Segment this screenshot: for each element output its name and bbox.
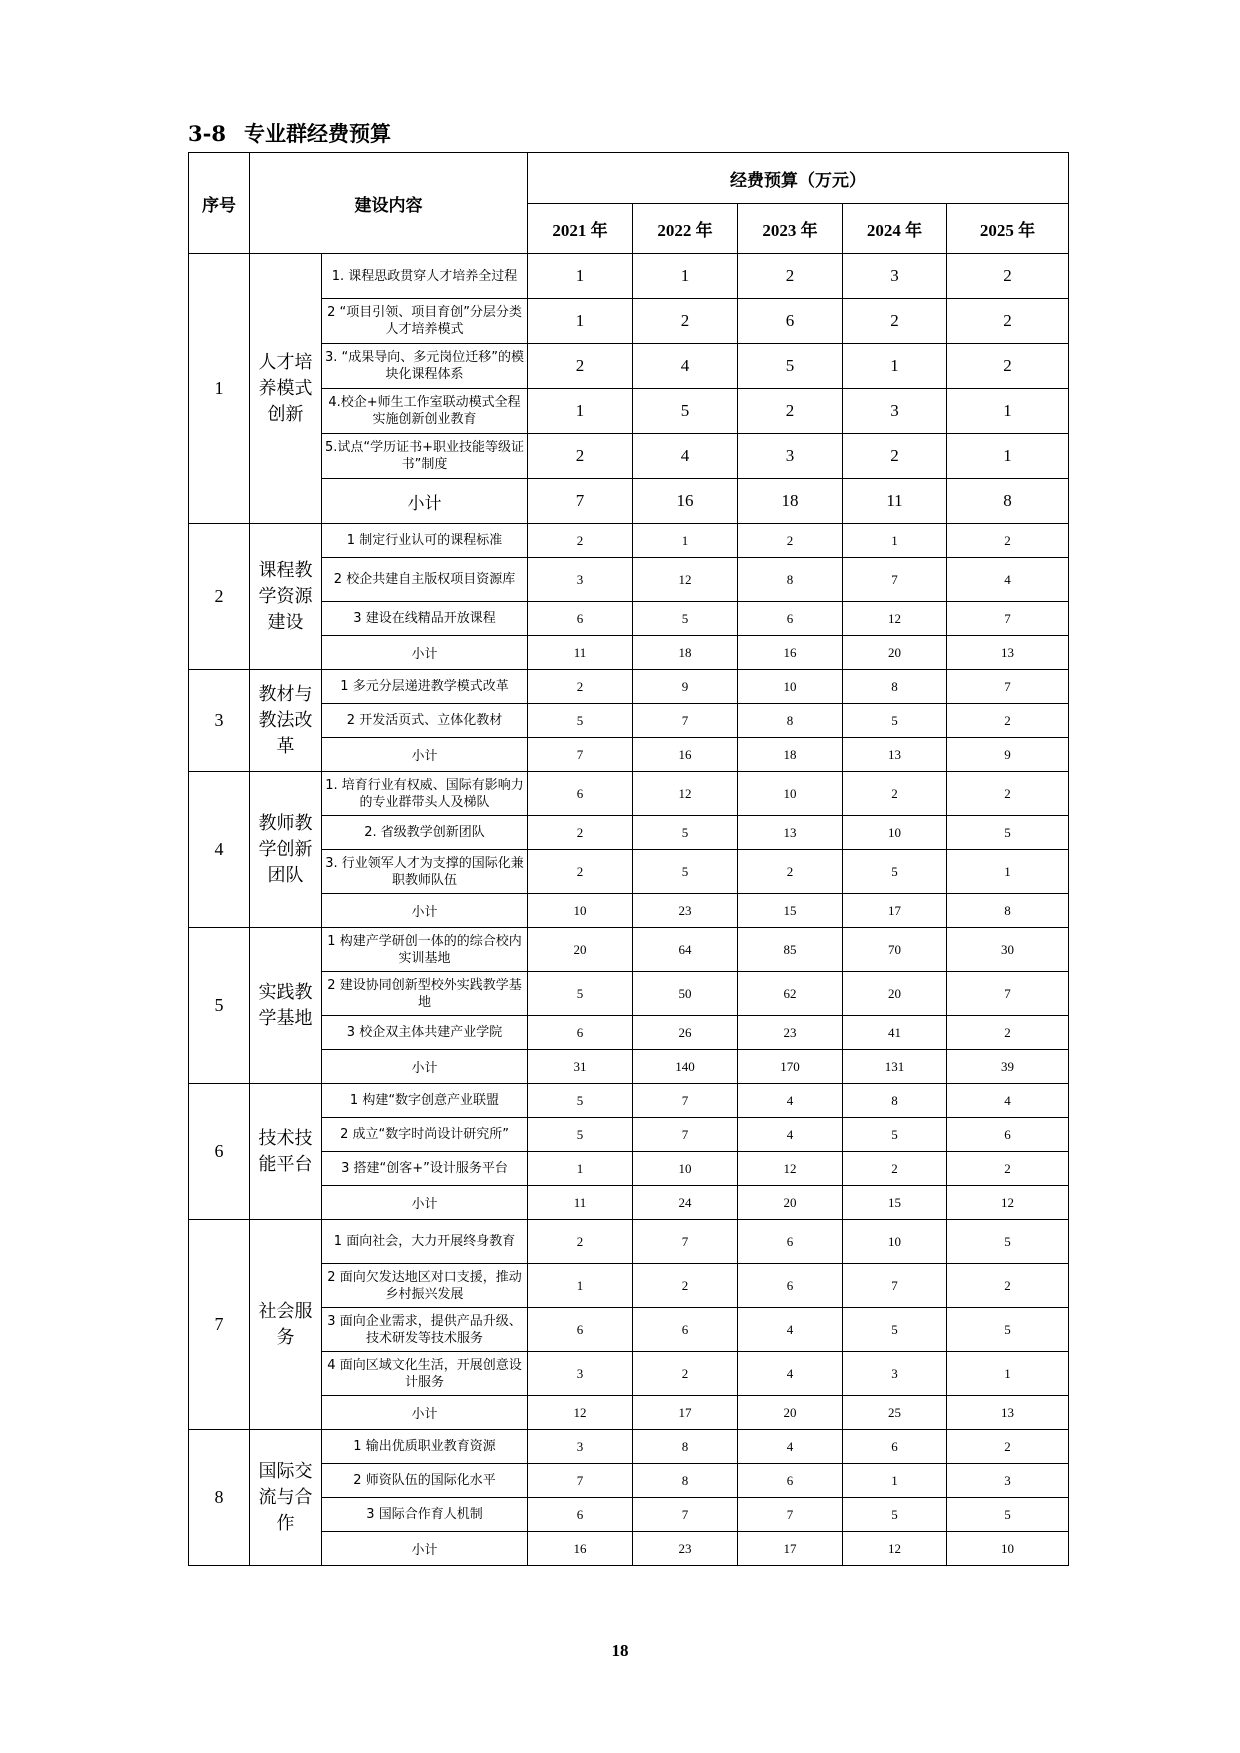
budget-value: 5 <box>633 602 738 636</box>
budget-value: 2 <box>843 772 947 816</box>
header-seq: 序号 <box>189 153 250 254</box>
budget-value: 64 <box>633 928 738 972</box>
item-label: 5.试点“学历证书+职业技能等级证书”制度 <box>322 434 528 479</box>
budget-value: 6 <box>633 1308 738 1352</box>
header-year: 2021 年 <box>528 204 633 254</box>
budget-value: 6 <box>528 1498 633 1532</box>
item-label: 2. 省级教学创新团队 <box>322 816 528 850</box>
subtotal-value: 7 <box>528 738 633 772</box>
budget-value: 3 <box>528 1352 633 1396</box>
group-category: 教材与教法改革 <box>250 670 322 772</box>
budget-value: 6 <box>947 1118 1069 1152</box>
budget-value: 5 <box>947 1308 1069 1352</box>
item-label: 1 制定行业认可的课程标准 <box>322 524 528 558</box>
subtotal-value: 17 <box>633 1396 738 1430</box>
item-label: 2 师资队伍的国际化水平 <box>322 1464 528 1498</box>
item-label: 1. 培育行业有权威、国际有影响力的专业群带头人及梯队 <box>322 772 528 816</box>
header-year: 2023 年 <box>738 204 843 254</box>
subtotal-value: 7 <box>528 479 633 524</box>
budget-value: 10 <box>738 772 843 816</box>
budget-value: 7 <box>843 1264 947 1308</box>
header-content: 建设内容 <box>250 153 528 254</box>
table-row <box>189 1084 1069 1118</box>
subtotal-value: 25 <box>843 1396 947 1430</box>
budget-value: 2 <box>947 344 1069 389</box>
budget-value: 4 <box>947 558 1069 602</box>
budget-value: 2 <box>947 1430 1069 1464</box>
table-row <box>189 928 1069 972</box>
budget-value: 1 <box>528 1264 633 1308</box>
budget-value: 13 <box>738 816 843 850</box>
budget-value: 1 <box>528 389 633 434</box>
budget-value: 5 <box>633 850 738 894</box>
group-seq: 3 <box>189 670 250 772</box>
budget-value: 7 <box>633 704 738 738</box>
budget-value: 23 <box>738 1016 843 1050</box>
budget-value: 1 <box>947 850 1069 894</box>
budget-value: 3 <box>843 1352 947 1396</box>
budget-value: 6 <box>738 602 843 636</box>
budget-value: 2 <box>738 389 843 434</box>
budget-table <box>188 152 1069 1566</box>
subtotal-value: 18 <box>633 636 738 670</box>
subtotal-value: 16 <box>738 636 843 670</box>
group-seq: 2 <box>189 524 250 670</box>
budget-value: 5 <box>843 1118 947 1152</box>
budget-value: 2 <box>843 434 947 479</box>
budget-table-body <box>189 254 1069 1566</box>
budget-value: 3 <box>843 389 947 434</box>
budget-value: 2 <box>528 816 633 850</box>
budget-value: 1 <box>843 524 947 558</box>
budget-value: 20 <box>843 972 947 1016</box>
budget-value: 5 <box>947 1220 1069 1264</box>
budget-value: 1 <box>947 1352 1069 1396</box>
subtotal-value: 16 <box>633 738 738 772</box>
budget-value: 6 <box>843 1430 947 1464</box>
header-year: 2025 年 <box>947 204 1069 254</box>
subtotal-value: 20 <box>738 1186 843 1220</box>
group-seq: 7 <box>189 1220 250 1430</box>
budget-value: 50 <box>633 972 738 1016</box>
budget-value: 2 <box>947 1016 1069 1050</box>
subtotal-value: 13 <box>947 636 1069 670</box>
subtotal-label: 小计 <box>322 636 528 670</box>
subtotal-value: 17 <box>738 1532 843 1566</box>
budget-value: 6 <box>528 1016 633 1050</box>
budget-value: 1 <box>528 254 633 299</box>
subtotal-value: 20 <box>738 1396 843 1430</box>
subtotal-value: 16 <box>633 479 738 524</box>
subtotal-value: 13 <box>843 738 947 772</box>
budget-value: 2 <box>633 1352 738 1396</box>
subtotal-value: 12 <box>947 1186 1069 1220</box>
subtotal-label: 小计 <box>322 1050 528 1084</box>
section-heading <box>188 118 391 148</box>
budget-value: 7 <box>633 1084 738 1118</box>
header-year: 2022 年 <box>633 204 738 254</box>
budget-value: 4 <box>738 1084 843 1118</box>
budget-value: 5 <box>843 850 947 894</box>
budget-value: 3 <box>843 254 947 299</box>
subtotal-value: 8 <box>947 894 1069 928</box>
budget-value: 8 <box>633 1430 738 1464</box>
budget-value: 30 <box>947 928 1069 972</box>
budget-value: 5 <box>528 1084 633 1118</box>
budget-value: 62 <box>738 972 843 1016</box>
subtotal-label: 小计 <box>322 738 528 772</box>
budget-value: 1 <box>528 299 633 344</box>
table-row <box>189 254 1069 299</box>
budget-value: 1 <box>633 524 738 558</box>
item-label: 2 开发活页式、立体化教材 <box>322 704 528 738</box>
budget-value: 7 <box>947 670 1069 704</box>
budget-value: 5 <box>738 344 843 389</box>
header-budget: 经费预算（万元） <box>528 153 1069 204</box>
budget-value: 7 <box>947 972 1069 1016</box>
budget-value: 5 <box>528 972 633 1016</box>
item-label: 1. 课程思政贯穿人才培养全过程 <box>322 254 528 299</box>
header-year: 2024 年 <box>843 204 947 254</box>
group-category: 社会服务 <box>250 1220 322 1430</box>
budget-value: 2 <box>528 850 633 894</box>
subtotal-label: 小计 <box>322 479 528 524</box>
budget-value: 7 <box>528 1464 633 1498</box>
budget-value: 2 <box>528 434 633 479</box>
budget-value: 6 <box>738 1464 843 1498</box>
item-label: 4 面向区域文化生活，开展创意设计服务 <box>322 1352 528 1396</box>
budget-value: 1 <box>843 344 947 389</box>
group-seq: 8 <box>189 1430 250 1566</box>
budget-value: 2 <box>947 524 1069 558</box>
budget-value: 5 <box>633 816 738 850</box>
item-label: 3 搭建“创客+”设计服务平台 <box>322 1152 528 1186</box>
budget-value: 4 <box>738 1352 843 1396</box>
budget-value: 1 <box>843 1464 947 1498</box>
budget-value: 4 <box>947 1084 1069 1118</box>
table-row <box>189 1430 1069 1464</box>
budget-value: 1 <box>947 389 1069 434</box>
item-label: 2 成立“数字时尚设计研究所” <box>322 1118 528 1152</box>
budget-value: 4 <box>738 1118 843 1152</box>
section-title: 专业群经费预算 <box>243 121 391 146</box>
item-label: 2 “项目引领、项目育创”分层分类人才培养模式 <box>322 299 528 344</box>
budget-value: 4 <box>738 1430 843 1464</box>
item-label: 2 面向欠发达地区对口支援，推动乡村振兴发展 <box>322 1264 528 1308</box>
budget-value: 6 <box>738 299 843 344</box>
budget-value: 1 <box>633 254 738 299</box>
subtotal-value: 23 <box>633 1532 738 1566</box>
budget-value: 2 <box>947 704 1069 738</box>
budget-value: 20 <box>528 928 633 972</box>
subtotal-value: 23 <box>633 894 738 928</box>
budget-value: 5 <box>947 816 1069 850</box>
group-seq: 1 <box>189 254 250 524</box>
subtotal-value: 18 <box>738 738 843 772</box>
budget-value: 12 <box>738 1152 843 1186</box>
budget-value: 10 <box>633 1152 738 1186</box>
table-row <box>189 772 1069 816</box>
subtotal-value: 18 <box>738 479 843 524</box>
budget-value: 2 <box>528 524 633 558</box>
budget-value: 2 <box>947 1152 1069 1186</box>
budget-value: 2 <box>947 254 1069 299</box>
budget-value: 2 <box>528 670 633 704</box>
budget-value: 10 <box>738 670 843 704</box>
budget-value: 6 <box>738 1264 843 1308</box>
subtotal-value: 11 <box>528 636 633 670</box>
subtotal-value: 24 <box>633 1186 738 1220</box>
group-seq: 6 <box>189 1084 250 1220</box>
budget-value: 2 <box>843 299 947 344</box>
subtotal-value: 131 <box>843 1050 947 1084</box>
subtotal-value: 140 <box>633 1050 738 1084</box>
group-category: 技术技能平台 <box>250 1084 322 1220</box>
budget-value: 4 <box>633 434 738 479</box>
subtotal-value: 11 <box>528 1186 633 1220</box>
item-label: 2 建设协同创新型校外实践教学基地 <box>322 972 528 1016</box>
budget-value: 12 <box>843 602 947 636</box>
budget-value: 2 <box>843 1152 947 1186</box>
budget-value: 1 <box>947 434 1069 479</box>
item-label: 3. “成果导向、多元岗位迁移”的模块化课程体系 <box>322 344 528 389</box>
budget-value: 2 <box>528 344 633 389</box>
subtotal-label: 小计 <box>322 894 528 928</box>
subtotal-value: 170 <box>738 1050 843 1084</box>
item-label: 4.校企+师生工作室联动模式全程实施创新创业教育 <box>322 389 528 434</box>
budget-value: 85 <box>738 928 843 972</box>
group-category: 课程教学资源建设 <box>250 524 322 670</box>
budget-value: 2 <box>947 299 1069 344</box>
budget-value: 70 <box>843 928 947 972</box>
item-label: 3 国际合作育人机制 <box>322 1498 528 1532</box>
budget-value: 2 <box>633 299 738 344</box>
subtotal-value: 16 <box>528 1532 633 1566</box>
budget-value: 8 <box>738 558 843 602</box>
section-number: 3-8 <box>188 121 226 146</box>
budget-value: 2 <box>947 1264 1069 1308</box>
budget-value: 6 <box>528 1308 633 1352</box>
budget-value: 5 <box>528 704 633 738</box>
subtotal-value: 20 <box>843 636 947 670</box>
subtotal-value: 15 <box>738 894 843 928</box>
budget-value: 8 <box>738 704 843 738</box>
subtotal-value: 10 <box>528 894 633 928</box>
budget-value: 4 <box>633 344 738 389</box>
budget-value: 3 <box>528 1430 633 1464</box>
subtotal-value: 8 <box>947 479 1069 524</box>
budget-value: 7 <box>633 1220 738 1264</box>
group-category: 人才培养模式创新 <box>250 254 322 524</box>
group-seq: 4 <box>189 772 250 928</box>
budget-value: 8 <box>633 1464 738 1498</box>
budget-value: 2 <box>738 254 843 299</box>
budget-value: 10 <box>843 1220 947 1264</box>
group-category: 国际交流与合作 <box>250 1430 322 1566</box>
budget-value: 7 <box>633 1498 738 1532</box>
budget-value: 5 <box>633 389 738 434</box>
budget-value: 5 <box>843 704 947 738</box>
group-category: 实践教学基地 <box>250 928 322 1084</box>
budget-value: 7 <box>843 558 947 602</box>
budget-value: 5 <box>947 1498 1069 1532</box>
item-label: 1 面向社会，大力开展终身教育 <box>322 1220 528 1264</box>
table-row <box>189 524 1069 558</box>
budget-value: 2 <box>528 1220 633 1264</box>
subtotal-value: 13 <box>947 1396 1069 1430</box>
group-seq: 5 <box>189 928 250 1084</box>
subtotal-value: 10 <box>947 1532 1069 1566</box>
budget-value: 26 <box>633 1016 738 1050</box>
item-label: 3. 行业领军人才为支撑的国际化兼职教师队伍 <box>322 850 528 894</box>
budget-value: 8 <box>843 1084 947 1118</box>
group-category: 教师教学创新团队 <box>250 772 322 928</box>
subtotal-value: 17 <box>843 894 947 928</box>
item-label: 3 校企双主体共建产业学院 <box>322 1016 528 1050</box>
budget-value: 41 <box>843 1016 947 1050</box>
subtotal-value: 12 <box>528 1396 633 1430</box>
table-row <box>189 1220 1069 1264</box>
subtotal-label: 小计 <box>322 1396 528 1430</box>
budget-value: 6 <box>528 772 633 816</box>
budget-value: 7 <box>947 602 1069 636</box>
item-label: 2 校企共建自主版权项目资源库 <box>322 558 528 602</box>
budget-value: 4 <box>738 1308 843 1352</box>
subtotal-label: 小计 <box>322 1186 528 1220</box>
budget-value: 2 <box>738 524 843 558</box>
budget-value: 2 <box>633 1264 738 1308</box>
budget-value: 12 <box>633 772 738 816</box>
budget-value: 2 <box>738 850 843 894</box>
item-label: 1 多元分层递进教学模式改革 <box>322 670 528 704</box>
page-number: 18 <box>611 1641 629 1660</box>
budget-value: 5 <box>528 1118 633 1152</box>
budget-value: 7 <box>738 1498 843 1532</box>
budget-value: 5 <box>843 1498 947 1532</box>
subtotal-value: 15 <box>843 1186 947 1220</box>
subtotal-label: 小计 <box>322 1532 528 1566</box>
budget-value: 6 <box>528 602 633 636</box>
budget-value: 1 <box>528 1152 633 1186</box>
budget-value: 7 <box>633 1118 738 1152</box>
budget-value: 6 <box>738 1220 843 1264</box>
subtotal-value: 11 <box>843 479 947 524</box>
item-label: 3 建设在线精品开放课程 <box>322 602 528 636</box>
item-label: 1 输出优质职业教育资源 <box>322 1430 528 1464</box>
subtotal-value: 39 <box>947 1050 1069 1084</box>
item-label: 1 构建“数字创意产业联盟 <box>322 1084 528 1118</box>
budget-value: 3 <box>738 434 843 479</box>
budget-value: 5 <box>843 1308 947 1352</box>
budget-value: 8 <box>843 670 947 704</box>
subtotal-value: 12 <box>843 1532 947 1566</box>
item-label: 1 构建产学研创一体的的综合校内实训基地 <box>322 928 528 972</box>
budget-value: 9 <box>633 670 738 704</box>
table-row <box>189 670 1069 704</box>
budget-value: 3 <box>528 558 633 602</box>
item-label: 3 面向企业需求，提供产品升级、技术研发等技术服务 <box>322 1308 528 1352</box>
subtotal-value: 9 <box>947 738 1069 772</box>
budget-value: 3 <box>947 1464 1069 1498</box>
budget-value: 2 <box>947 772 1069 816</box>
budget-value: 12 <box>633 558 738 602</box>
budget-value: 10 <box>843 816 947 850</box>
subtotal-value: 31 <box>528 1050 633 1084</box>
